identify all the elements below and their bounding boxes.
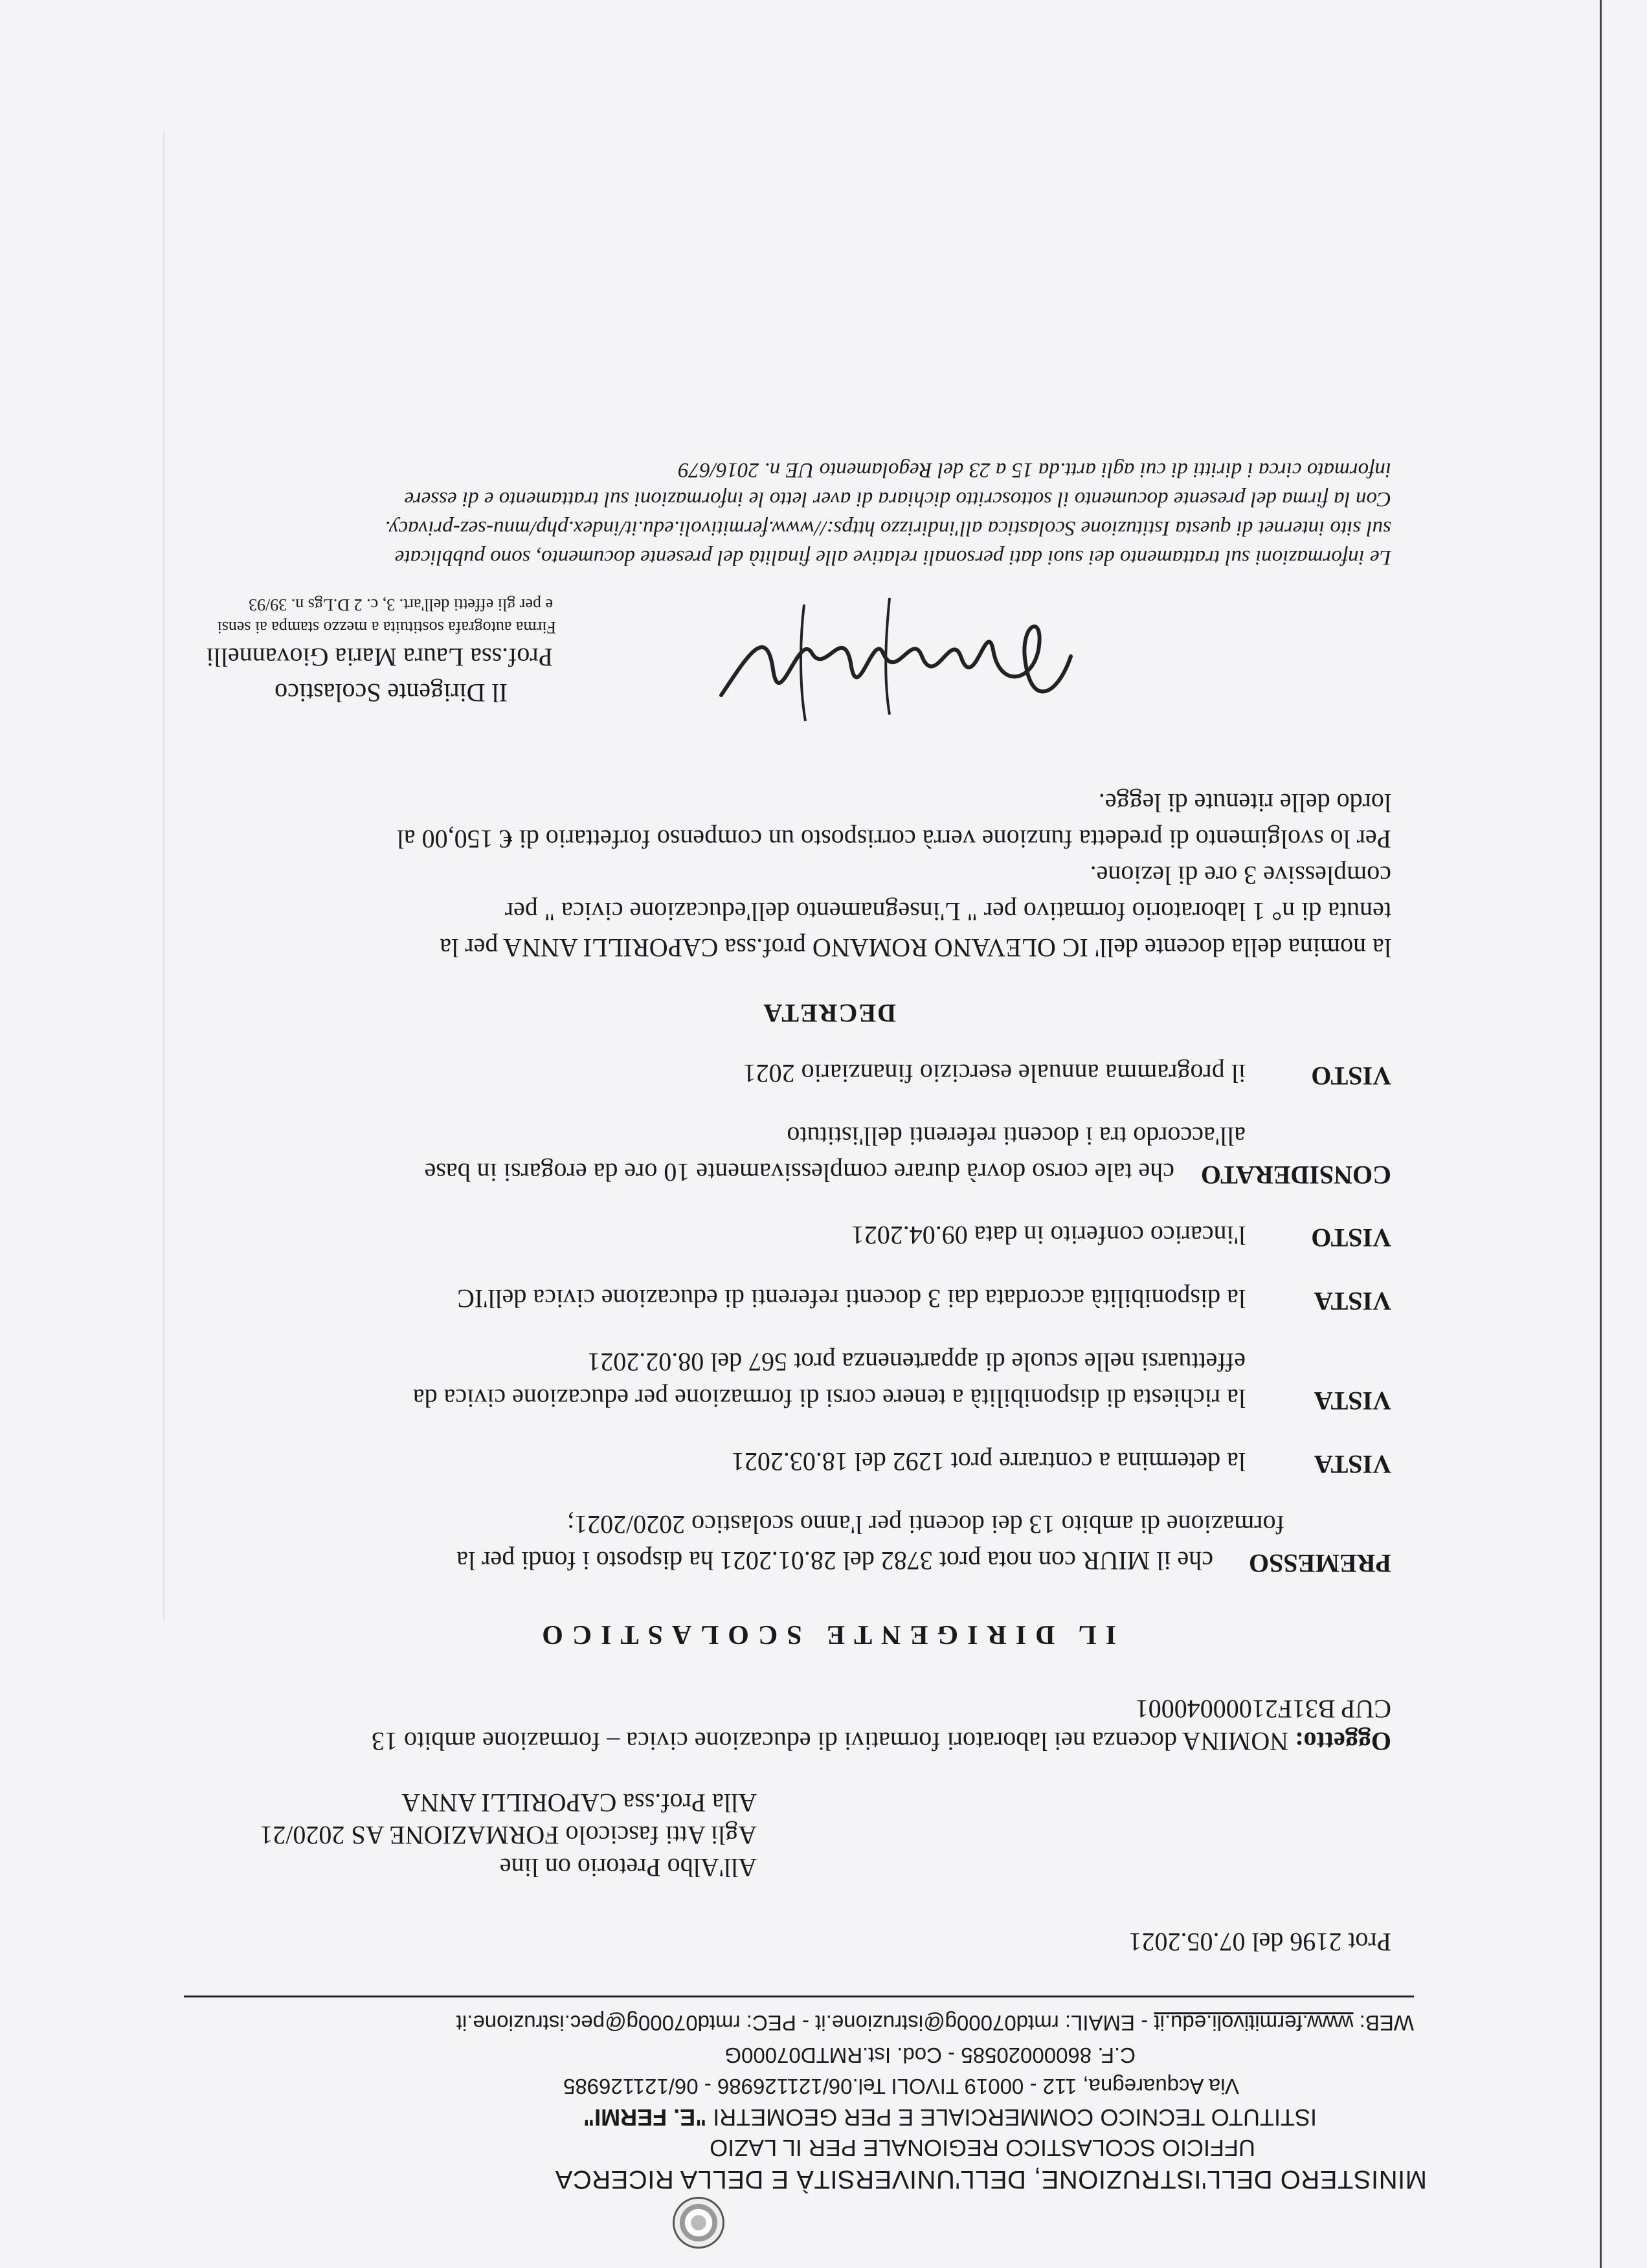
- privacy-line-3: Con la firma del presente documento il sottoscritto dichiara di aver letto le informazioni sul trattamento e di essere: [404, 487, 1391, 511]
- signature-note-1: Firma autografa sostituita a mezzo stampa ai sensi: [217, 618, 556, 637]
- nomina-line-2: tenuta di n° 1 laboratorio formativo per " L'insegnamento dell'educazione civica " per: [504, 897, 1391, 926]
- signature-role: Il Dirigente Scolastico: [274, 678, 508, 707]
- document-title: IL DIRIGENTE SCOLASTICO: [533, 1619, 1116, 1649]
- header-web-label: WEB:: [1359, 2011, 1414, 2035]
- subject-label: Oggetto:: [1295, 1727, 1391, 1756]
- signature-name: Prof.ssa Laura Maria Giovannelli: [206, 643, 553, 672]
- header-address: Via Acquaregna, 112 - 00019 TIVOLI Tel.06/121126986 - 06/121126985: [563, 2074, 1239, 2098]
- subject-line: [372, 1726, 1391, 1757]
- considerato-text-2: all'accordo tra i docenti referenti dell'istituto: [787, 1122, 1246, 1151]
- recipient-albo: All'Albo Pretorio on line: [499, 1853, 757, 1882]
- considerato-text-1: che tale corso dovrà durare complessivamente 10 ore da erogarsi in base: [424, 1158, 1174, 1187]
- privacy-line-2: sul sito internet di questa Istituzione Scolastica all'indirizzo https://www.fermitivoli.edu.it/index.php/mnu-sez-privacy.: [385, 517, 1391, 540]
- header-school-type: ISTITUTO TECNICO COMMERCIALE E PER GEOMETRI: [713, 2104, 1317, 2131]
- visto-programma-text: il programma annuale esercizio finanziario 2021: [743, 1059, 1246, 1088]
- header-contacts: - EMAIL: rmtd07000g@istruzione.it - PEC: rmtd07000g@pec.istruzione.it: [456, 2011, 1148, 2035]
- header-office: UFFICIO SCOLASTICO REGIONALE PER IL LAZIO: [710, 2135, 1255, 2161]
- visto-programma-label: VISTO: [1311, 1062, 1391, 1091]
- nomina-line-5: lordo delle ritenute di legge.: [1098, 788, 1391, 817]
- header-school-name: "E. FERMI": [583, 2104, 707, 2131]
- nomina-line-3: complessive 3 ore di lezione.: [1090, 861, 1391, 890]
- subject-cup: CUP B31F21000040001: [1135, 1695, 1391, 1724]
- vista-determina-label: VISTA: [1314, 1450, 1391, 1479]
- protocol-number: Prot 2196 del 07.05.2021: [1128, 1928, 1391, 1957]
- recipient-atti: Agli Atti fascicolo FORMAZIONE AS 2020/21: [260, 1821, 757, 1850]
- visto-incarico-text: l'incarico conferito in data 09.04.2021: [851, 1221, 1246, 1250]
- faint-stamp-band: [27, 132, 164, 1621]
- header-school: [583, 2104, 1317, 2131]
- header-web-link[interactable]: www.fermitivoli.edu.it: [1154, 2011, 1354, 2035]
- decreta-heading: DECRETA: [762, 999, 896, 1028]
- privacy-line-1: Le informazioni sul trattamento dei suoi dati personali relative alle finalità del presente documento, sono pubblicate: [394, 546, 1391, 569]
- page-edge-line: [1600, 0, 1602, 2268]
- premesso-label: PREMESSO: [1248, 1549, 1391, 1578]
- subject-text: NOMINA docenza nei laboratori formativi di educazione civica – formazione ambito 13: [372, 1727, 1295, 1756]
- vista-richiesta-text-1: la richiesta di disponibilità a tenere corsi di formazione per educazione civica da: [412, 1384, 1246, 1413]
- handwritten-signature: [695, 585, 1084, 734]
- privacy-line-4: informato circa i diritti di cui agli artt.da 15 a 23 del Regolamento UE n. 2016/679: [678, 458, 1391, 482]
- vista-disponibilita-label: VISTA: [1314, 1287, 1391, 1316]
- header-codes: C.F. 86000020585 - Cod. Ist.RMTD07000G: [724, 2043, 1136, 2067]
- header-web: [456, 2010, 1414, 2035]
- nomina-line-4: Per lo svolgimento di predetta funzione verrà corrisposto un compenso forfettario di € 150,00 al: [396, 825, 1391, 854]
- recipient-teacher: Alla Prof.ssa CAPORILLI ANNA: [401, 1788, 757, 1818]
- nomina-line-1: la nomina della docente dell' IC OLEVANO ROMANO prof.ssa CAPORILLI ANNA per la: [440, 933, 1391, 962]
- republic-emblem-icon: [673, 2197, 724, 2249]
- header-divider: [184, 1996, 1414, 1997]
- premesso-text-2: formazione di ambito 13 dei docenti per l'anno scolastico 2020/2021;: [566, 1510, 1284, 1539]
- visto-incarico-label: VISTO: [1311, 1223, 1391, 1252]
- considerato-label: CONSIDERATO: [1200, 1161, 1391, 1190]
- vista-richiesta-label: VISTA: [1314, 1386, 1391, 1416]
- signature-note-2: e per gli effetti dell'art. 3, c. 2 D.Lgs n. 39/93: [249, 595, 553, 614]
- premesso-text-1: che il MIUR con nota prot 3782 del 28.01.2021 ha disposto i fondi per la: [456, 1546, 1213, 1575]
- vista-determina-text: la determina a contrarre prot 1292 del 18.03.2021: [731, 1447, 1246, 1476]
- vista-richiesta-text-2: effettuarsi nelle scuole di appartenenza prot 567 del 08.02.2021: [587, 1348, 1246, 1377]
- vista-disponibilita-text: la disponibilità accordata dai 3 docenti referenti di educazione civica dell'IC: [457, 1284, 1246, 1313]
- header-ministry: MINISTERO DELL'ISTRUZIONE, DELL'UNIVERSITÀ E DELLA RICERCA: [555, 2165, 1427, 2194]
